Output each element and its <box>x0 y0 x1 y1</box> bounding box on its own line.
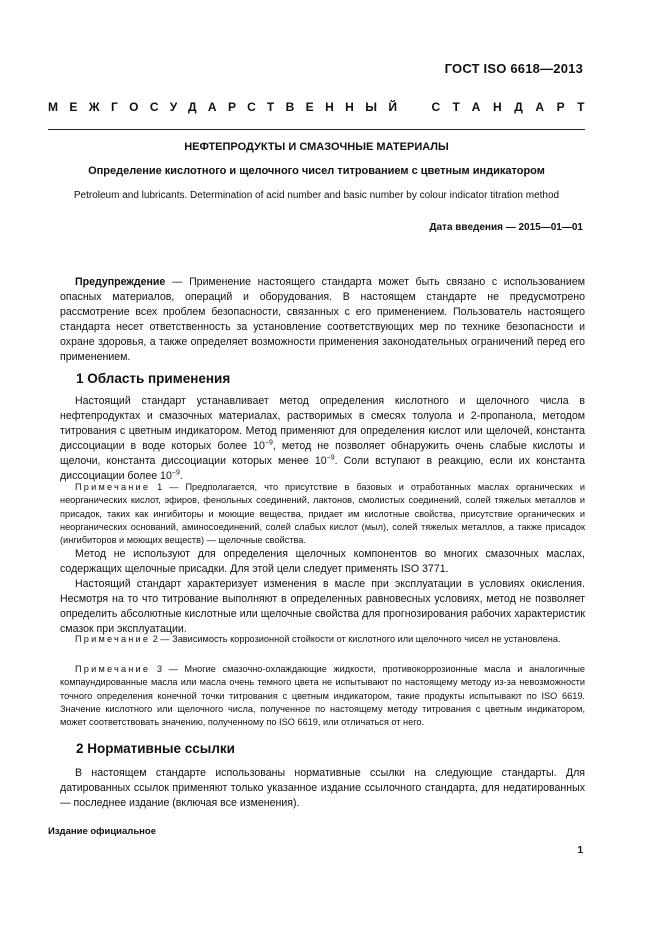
note-text: 3 — Многие смазочно-охлаждающие жидкости, противокоррозионные масла и аналогичные компаундированные масла или масла очень темного цвета не испытывают по настоящему методу из-за невозможности точного определения конечной точки титрования с цветным индикатором, такие продукты испытывают по ISO 6619. Значение кислотного или щелочного числа, полученное по настоящему методу титрования с цветным индикатором, может соответствовать значению, полученному по ISO 6619, или отличаться от него. <box>60 664 585 728</box>
note-text: 1 — Предполагается, что присутствие в базовых и отработанных маслах органических и неорганических кислот, эфиров, фенольных соединений, лактонов, смолистых соединений, солей тяжелых металлов и присадок, таких как ингибиторы и моющие вещества, придает им кислотные свойства, присутствие органических и неорганических оснований, аминосоединений, солей слабых кислот (мыл), солей тяжелых металлов, а также присадок (ингибиторов и моющих веществ) — щелочные свойства. <box>60 482 585 546</box>
note-2 <box>60 633 585 646</box>
introduction-date: Дата введения — 2015—01—01 <box>429 222 583 233</box>
oxidation-paragraph: Настоящий стандарт характеризует изменения в масле при эксплуатации в условиях окисления. Несмотря на то что титрование выполняют в определенных равновесных условиях, метод не позволяет определить абсолютные кислотные или щелочные свойства для прогнозирования рабочих характеристик смазок при эксплуатации. <box>60 578 585 636</box>
header-rule <box>48 129 585 130</box>
note-1 <box>60 481 585 547</box>
document-subtitle: Определение кислотного и щелочного чисел титрованием с цветным индикатором <box>88 165 545 177</box>
exponent: −9 <box>264 439 273 447</box>
section-2-heading: 2 Нормативные ссылки <box>76 741 235 756</box>
exponent: −9 <box>326 454 335 462</box>
standard-code: ГОСТ ISO 6618—2013 <box>444 61 583 76</box>
warning-text: — Применение настоящего стандарта может быть связано с использованием опасных материалов, операций и оборудования. В настоящем стандарте не предусмотрено рассмотрение всех проблем безопасности, связанных с его применением. Пользователь настоящего стандарта несет ответственность за установление соответствующих мер по технике безопасности и охране здоровья, а также определяет возможности применения законодательных ограничений перед его применением. <box>60 276 585 364</box>
exponent: −9 <box>171 469 180 477</box>
note-label: Примечание <box>75 482 151 492</box>
method-paragraph: Метод не используют для определения щелочных компонентов во многих смазочных маслах, содержащих щелочные присадки. Для этой цели следует применять ISO 3771. <box>60 548 585 576</box>
standard-word: СТАНДАРТ <box>431 100 597 114</box>
page-number: 1 <box>577 845 583 856</box>
scope-text-a: Настоящий стандарт устанавливает метод определения кислотного и щелочного числа в нефтепродуктах и смазочных материалах, растворимых в смесях толуола и 2-пропанола, методом титрования с цветным индикатором. Метод применяют для определения кислот или щелочей, константа диссоциации в воде которых более 10 <box>60 395 585 453</box>
note-label: Примечание <box>75 634 151 644</box>
note-3 <box>60 663 585 729</box>
note-text: 2 — Зависимость коррозионной стойкости от кислотного или щелочного чисел не установлена. <box>150 634 561 644</box>
section-1-heading: 1 Область применения <box>76 371 231 386</box>
scope-text-c: . Соли вступают в реакцию, если их константа диссоциации более 10 <box>60 455 585 483</box>
document-title: НЕФТЕПРОДУКТЫ И СМАЗОЧНЫЕ МАТЕРИАЛЫ <box>184 141 449 153</box>
interstate-word: МЕЖГОСУДАРСТВЕННЫЙ <box>48 100 409 114</box>
scope-paragraph <box>60 394 585 485</box>
scope-text-b: , метод не позволяет обнаружить очень слабые кислоты и щелочи, константа диссоциации которых менее 10 <box>60 440 585 468</box>
interstate-standard-banner <box>48 100 597 114</box>
warning-label: Предупреждение <box>75 276 166 288</box>
official-edition-label: Издание официальное <box>48 826 156 837</box>
scope-text-d: . <box>179 470 183 483</box>
normative-references-paragraph: В настоящем стандарте использованы нормативные ссылки на следующие стандарты. Для датированных ссылок применяют только указанное издание ссылочного стандарта, для недатированных — последнее издание (включая все изменения). <box>60 767 585 810</box>
note-label: Примечание <box>75 664 151 674</box>
warning-paragraph <box>60 275 585 366</box>
english-title: Petroleum and lubricants. Determination of acid number and basic number by colour indicator titration method <box>73 190 560 201</box>
